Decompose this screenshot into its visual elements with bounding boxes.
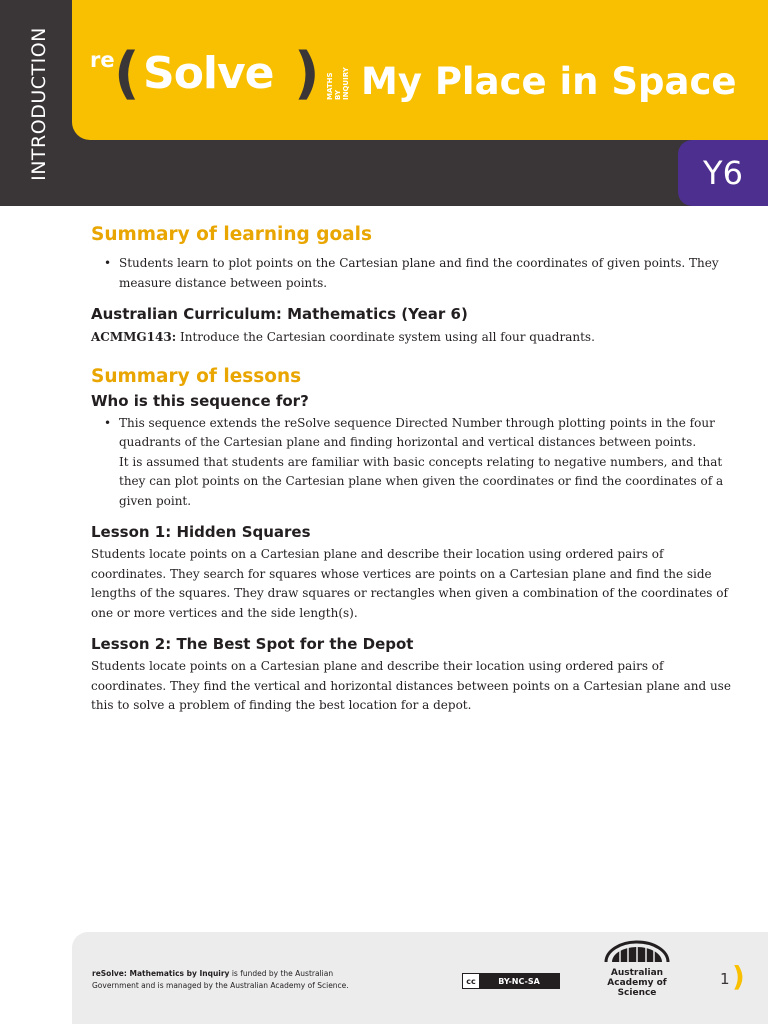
academy-logo xyxy=(598,940,676,998)
curriculum-description: Introduce the Cartesian coordinate system using all four quadrants. xyxy=(179,330,595,344)
lesson-2-description: Students locate points on a Cartesian plane and describe their location using ordered pairs of coordinates. They find the vertical and horizontal distances between points on a Cartesian plane and use this to solve a problem of finding the best location for a depot. xyxy=(91,659,731,712)
logo-word: Solve xyxy=(143,48,274,99)
page-title: My Place in Space xyxy=(361,60,737,103)
logo-close-paren: ) xyxy=(294,41,320,106)
footer xyxy=(72,932,768,1024)
funding-bold: reSolve: Mathematics by Inquiry xyxy=(92,969,230,978)
curriculum-heading: Australian Curriculum: Mathematics (Year 6) xyxy=(91,305,468,323)
who-item xyxy=(119,414,741,512)
learning-goal-item: • Students learn to plot points on the Cartesian plane and find the coordinates of given points. They measure distance between points. xyxy=(119,254,741,293)
cc-license-label: BY-NC-SA xyxy=(479,974,559,988)
cc-icon: cc xyxy=(466,976,476,986)
who-list xyxy=(91,414,741,512)
who-heading: Who is this sequence for? xyxy=(91,391,309,410)
main-content xyxy=(91,222,741,716)
lesson-1-title: Lesson 1: Hidden Squares xyxy=(91,523,311,541)
learning-goals-list xyxy=(91,254,741,293)
who-text-1: This sequence extends the reSolve sequence Directed Number through plotting points in the four quadrants of the Cartesian plane and finding horizontal and vertical distances between points. xyxy=(119,415,715,449)
logo-open-paren: ( xyxy=(114,41,140,106)
year-badge: Y6 xyxy=(678,140,768,206)
lessons-summary-heading: Summary of lessons xyxy=(91,365,302,387)
lesson-2-title: Lesson 2: The Best Spot for the Depot xyxy=(91,635,414,653)
logo-prefix: re xyxy=(90,48,115,72)
lesson-1-description: Students locate points on a Cartesian plane and describe their location using ordered pairs of coordinates. They search for squares whose vertices are points on a Cartesian plane and find the side lengths of the squares. They draw squares or rectangles when given a combination of the coordinates of one or more vertices and the side length(s). xyxy=(91,547,728,620)
curriculum-text xyxy=(91,328,741,348)
academy-name-line-2: Academy of xyxy=(607,978,667,988)
funding-statement xyxy=(92,968,382,992)
page-number: 1 xyxy=(720,970,730,988)
cc-license-badge[interactable] xyxy=(462,973,560,989)
section-label: INTRODUCTION xyxy=(28,27,50,181)
academy-name-line-3: Science xyxy=(617,988,657,998)
logo-tagline: MATHS BY INQUIRY xyxy=(326,67,350,100)
who-text-2: It is assumed that students are familiar with basic concepts relating to negative numbers, and that they can plot points on the Cartesian plane when given the coordinates or find the coordinates of a given point. xyxy=(119,454,724,508)
academy-name-line-1: Australian xyxy=(610,968,664,978)
learning-goals-heading: Summary of learning goals xyxy=(91,224,373,245)
academy-dome-icon xyxy=(602,940,672,964)
funding-text: is funded by the Australian Government and is managed by the Australian Academy of Science. xyxy=(92,969,349,990)
page-paren-mark: ) xyxy=(732,960,745,993)
curriculum-code: ACMMG143: xyxy=(91,330,177,344)
